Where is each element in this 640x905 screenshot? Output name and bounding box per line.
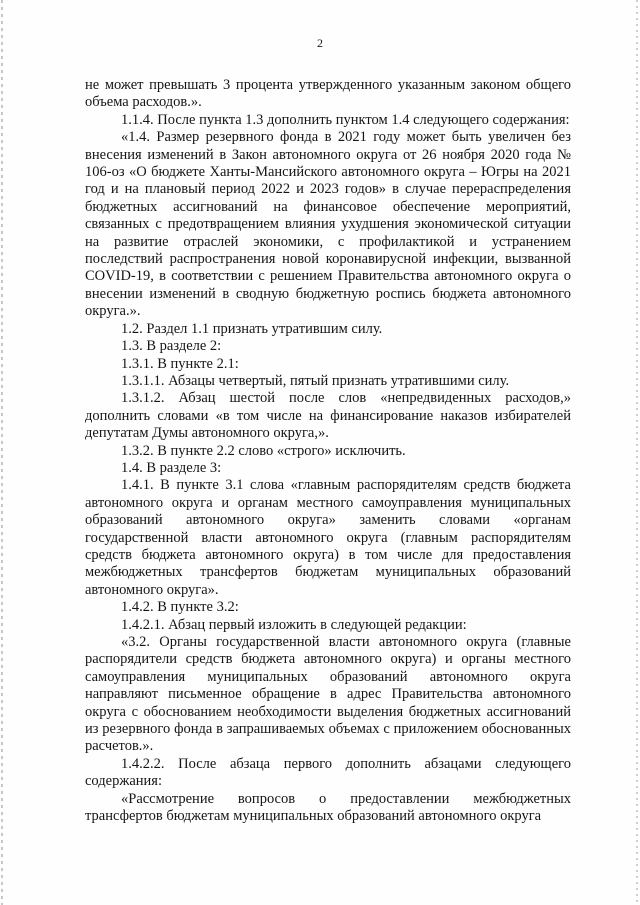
scan-right-edge (636, 0, 638, 905)
paragraph: «Рассмотрение вопросов о предоставлении межбюджетных трансфертов бюджетам муниципальных образований автономного округа (85, 790, 571, 825)
paragraph: 1.3.2. В пункте 2.2 слово «строго» исключить. (121, 442, 406, 459)
paragraph: 1.4.1. В пункте 3.1 слова «главным распорядителям средств бюджета автономного округа и органам местного самоуправления муниципальных образований автономного округа» заменить словами «органам государственной власти автономного округа (главным распорядителям средств бюджета автономного округа) в том числе для предоставления межбюджетных трансфертов бюджетам муниципальных образований автономного округа». (85, 477, 571, 598)
paragraph: 1.4.2.2. После абзаца первого дополнить абзацами следующего содержания: (85, 755, 571, 790)
paragraph: 1.3.1.2. Абзац шестой после слов «непредвиденных расходов,» дополнить словами «в том числе на финансирование наказов избирателей депутатам Думы автономного округа,». (85, 390, 571, 442)
paragraph: 1.4.2.1. Абзац первый изложить в следующей редакции: (121, 616, 467, 633)
paragraph: 1.3.1.1. Абзацы четвертый, пятый признать утратившими силу. (121, 372, 510, 389)
paragraph: 1.4.2. В пункте 3.2: (121, 599, 239, 616)
document-body (85, 77, 571, 825)
scan-left-edge (1, 0, 3, 905)
paragraph: 1.3. В разделе 2: (121, 338, 222, 355)
paragraph: не может превышать 3 процента утвержденного указанным законом общего объема расходов.». (85, 77, 571, 111)
paragraph: «1.4. Размер резервного фонда в 2021 году может быть увеличен без внесения изменений в Закон автономного округа от 26 ноября 2020 года № 106-оз «О бюджете Ханты-Мансийского автономного округа – Югры на 2021 год и на плановый период 2022 и 2023 годов» в случае перераспределения бюджетных ассигнований на финансовое обеспечение мероприятий, связанных с предотвращением влияния ухудшения экономической ситуации на развитие отраслей экономики, с профилактикой и устранением последствий распространения новой коронавирусной инфекции, вызванной COVID-19, в соответствии с решением Правительства автономного округа о внесении изменений в сводную бюджетную роспись бюджета автономного округа.». (85, 129, 571, 320)
paragraph: 1.2. Раздел 1.1 признать утратившим силу. (121, 320, 383, 337)
paragraph: 1.1.4. После пункта 1.3 дополнить пунктом 1.4 следующего содержания: (121, 111, 570, 128)
page-number: 2 (317, 36, 323, 50)
paragraph: «3.2. Органы государственной власти автономного округа (главные распорядители средств бюджета автономного округа) и органы местного самоуправления муниципальных образований автономного округа направляют письменное обращение в адрес Правительства автономного округа с обоснованием необходимости выделения бюджетных ассигнований из резервного фонда в запрашиваемых объемах с приложением обоснованных расчетов.». (85, 634, 571, 755)
paragraph: 1.4. В разделе 3: (121, 459, 222, 476)
paragraph: 1.3.1. В пункте 2.1: (121, 355, 239, 372)
